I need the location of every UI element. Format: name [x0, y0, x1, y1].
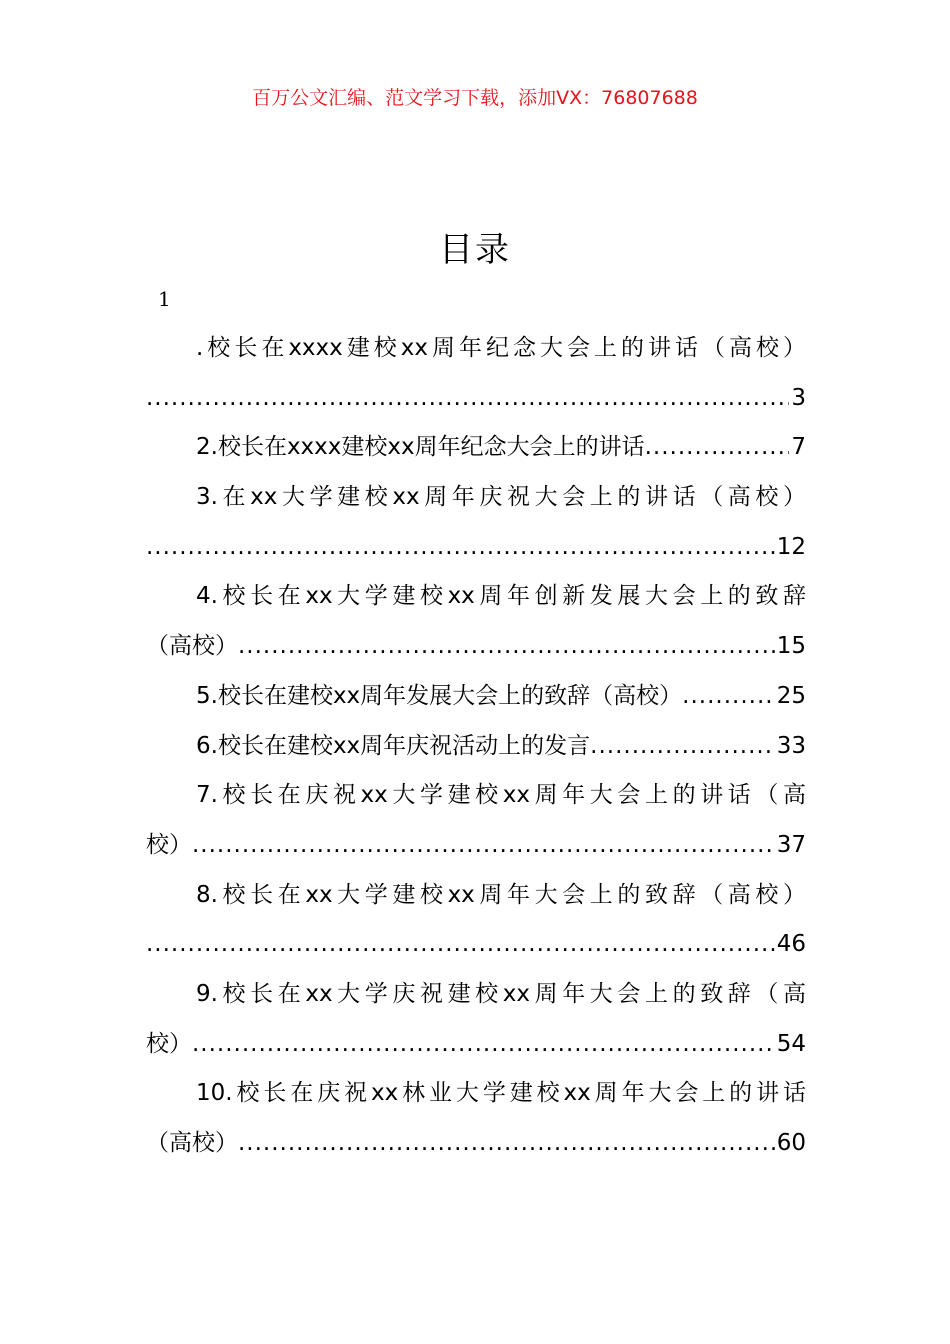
dot-leader	[146, 920, 775, 970]
toc-entry-title: 6.校长在建校xx周年庆祝活动上的发言	[196, 732, 591, 759]
toc-entry-page: 3	[791, 384, 806, 411]
toc-entry-10[interactable]	[146, 1069, 806, 1119]
dot-leader	[590, 722, 775, 772]
toc-entry-10-continuation[interactable]	[146, 1119, 806, 1169]
toc-entry-title: 4.校长在xx大学建校xx周年创新发展大会上的致辞	[196, 583, 806, 610]
dot-leader	[238, 622, 775, 672]
dot-leader	[192, 821, 775, 871]
toc-entry-page: 15	[776, 633, 806, 660]
toc-entry-9-continuation[interactable]	[146, 1020, 806, 1070]
toc-entry-6[interactable]	[146, 722, 806, 772]
toc-entry-page: 54	[776, 1030, 806, 1057]
toc-entry-8[interactable]	[146, 871, 806, 921]
dot-leader	[192, 1020, 775, 1070]
toc-entry-title: 7.校长在庆祝xx大学建校xx周年大会上的讲话（高	[196, 782, 806, 809]
toc-entry-5[interactable]	[146, 672, 806, 722]
toc-entry-page: 7	[791, 434, 806, 461]
toc-entry-title: 3.在xx大学建校xx周年庆祝大会上的讲话（高校）	[196, 484, 806, 511]
toc-entry-title-end: 校）	[146, 831, 192, 858]
toc-entry-page: 37	[776, 831, 806, 858]
page-header-banner: 百万公文汇编、范文学习下载，添加VX：76807688	[252, 87, 698, 109]
toc-entry-3-leader-line[interactable]	[146, 523, 806, 573]
toc-entry-4[interactable]	[146, 572, 806, 622]
toc-entry-8-leader-line[interactable]	[146, 920, 806, 970]
toc-entry-1[interactable]	[146, 324, 806, 374]
toc-entry-7[interactable]	[146, 771, 806, 821]
dot-leader	[645, 423, 790, 473]
toc-entry-1-leader-line[interactable]	[146, 374, 806, 424]
dot-leader	[146, 374, 789, 424]
toc-entry-page: 12	[776, 533, 806, 560]
table-of-contents	[146, 324, 806, 1169]
dot-leader	[238, 1119, 775, 1169]
toc-entry-page: 33	[776, 732, 806, 759]
toc-entry-title-end: （高校）	[146, 1130, 238, 1156]
toc-entry-title: 10.校长在庆祝xx林业大学建校xx周年大会上的讲话	[196, 1080, 806, 1107]
toc-entry-3[interactable]	[146, 473, 806, 523]
toc-entry-page: 60	[776, 1130, 806, 1156]
section-marker: 1	[158, 287, 171, 311]
toc-entry-4-continuation[interactable]	[146, 622, 806, 672]
toc-entry-title: 9.校长在xx大学庆祝建校xx周年大会上的致辞（高	[196, 980, 806, 1007]
toc-entry-title: .校长在xxxx建校xx周年纪念大会上的讲话（高校）	[196, 335, 806, 361]
toc-entry-page: 25	[776, 682, 806, 709]
dot-leader	[682, 672, 775, 722]
toc-entry-title: 2.校长在xxxx建校xx周年纪念大会上的讲话	[196, 434, 645, 461]
toc-entry-page: 46	[776, 931, 806, 958]
toc-entry-title-end: 校）	[146, 1030, 192, 1057]
toc-entry-title: 8.校长在xx大学建校xx周年大会上的致辞（高校）	[196, 881, 806, 908]
toc-entry-title: 5.校长在建校xx周年发展大会上的致辞（高校）	[196, 682, 683, 709]
toc-entry-7-continuation[interactable]	[146, 821, 806, 871]
toc-entry-2[interactable]	[146, 423, 806, 473]
dot-leader	[146, 523, 775, 573]
document-title: 目录	[439, 230, 511, 270]
toc-entry-title-end: （高校）	[146, 633, 238, 660]
toc-entry-9[interactable]	[146, 970, 806, 1020]
